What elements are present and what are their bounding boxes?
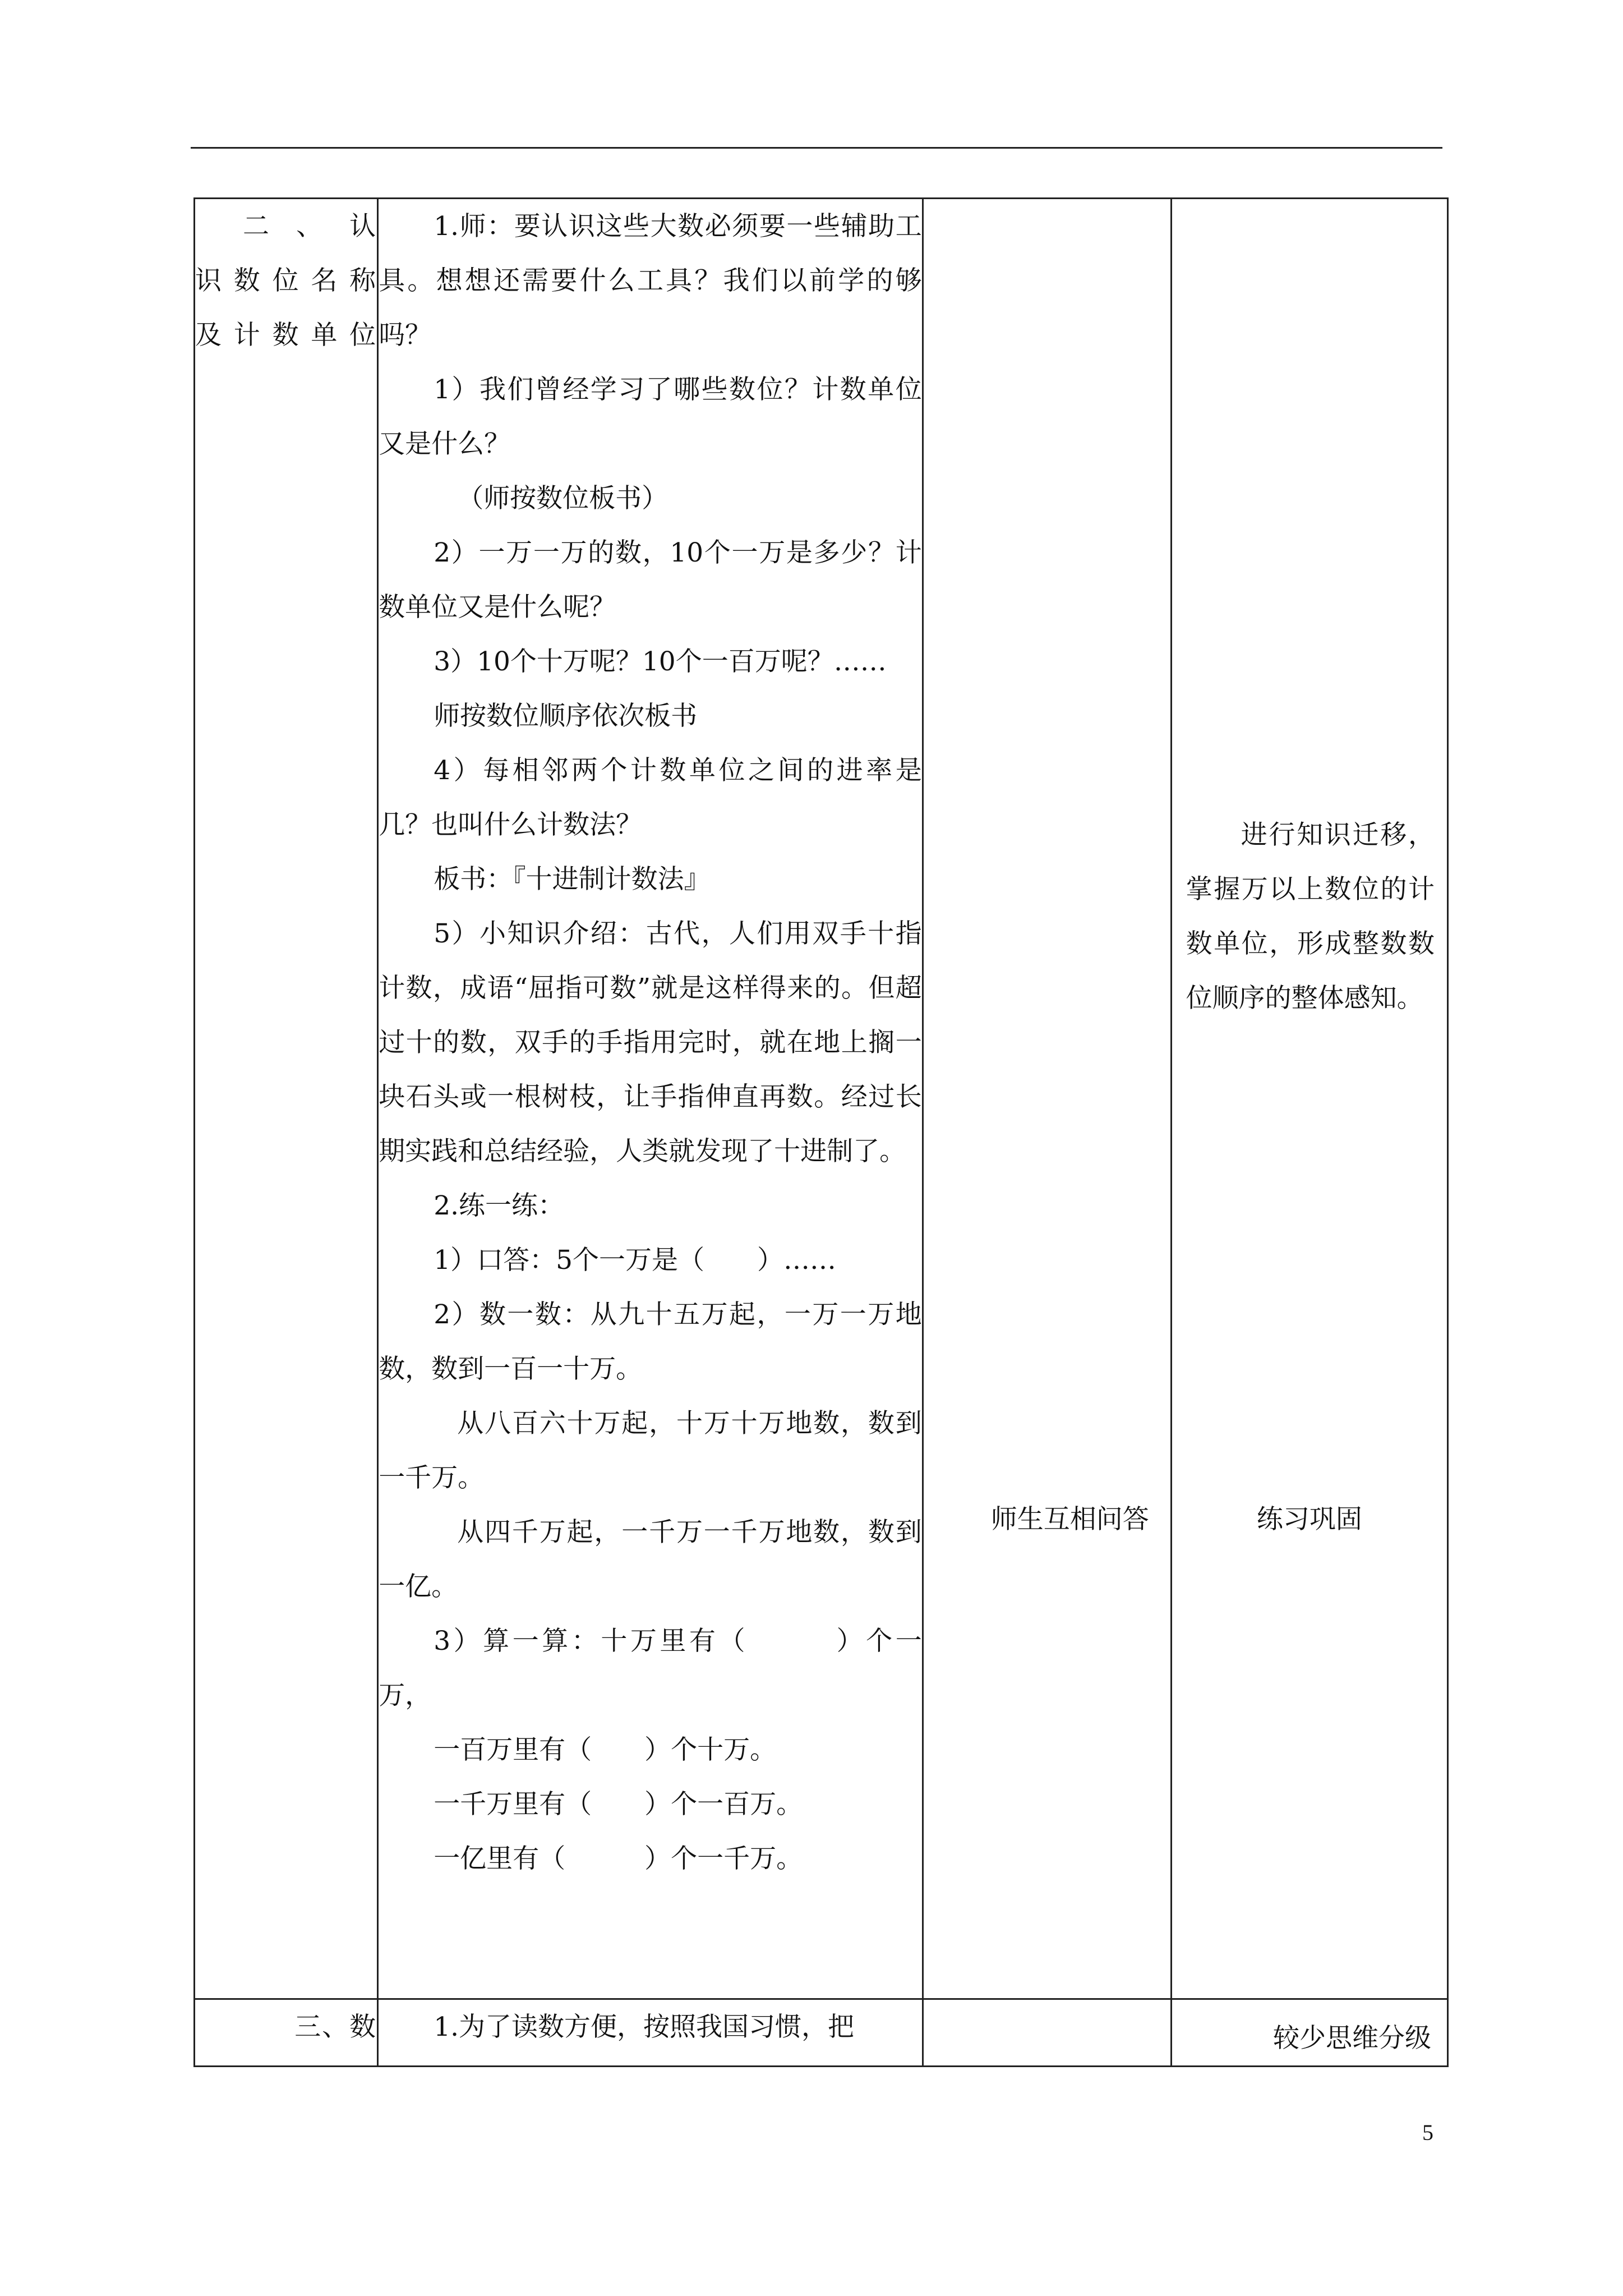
- paragraph: 3）10个十万呢？10个一百万呢？……: [434, 646, 887, 677]
- paragraph: 1）口答：5个一万是（ ）……: [434, 1245, 836, 1276]
- table-row: [195, 1999, 1448, 2067]
- paragraph: 2.练一练：: [434, 1190, 565, 1221]
- paragraph: 5）小知识介绍：古代，人们用双手十指计数，成语“屈指可数”就是这样得来的。但超过十的数，双手的手指用完时，就在地上搁一块石头或一根树枝，让手指伸直再数。经过长期实践和总结经验，人类就发现了十进制了。: [379, 918, 922, 1167]
- paragraph: 1.为了读数方便，按照我国习惯，把: [434, 2012, 855, 2042]
- paragraph: 师按数位顺序依次板书: [434, 701, 698, 731]
- section-title-line: 三、数: [294, 2012, 377, 2042]
- header-rule: [191, 147, 1442, 149]
- paragraph: 一百万里有（ ）个十万。: [434, 1734, 777, 1765]
- section-title-line: 二、认: [243, 211, 377, 242]
- paragraph: 从四千万起，一千万一千万地数，数到一亿。: [379, 1517, 922, 1602]
- student-activity-cell: [923, 1999, 1171, 2067]
- design-intent-text: 练习巩固: [1256, 1504, 1362, 1535]
- paragraph: 一亿里有（ ）个一千万。: [434, 1843, 803, 1874]
- design-intent-text: 进行知识迁移，掌握万以上数位的计数单位，形成整数数位顺序的整体感知。: [1186, 820, 1435, 1014]
- section-title-cell: [195, 1999, 378, 2067]
- paragraph: 4）每相邻两个计数单位之间的进率是几？也叫什么计数法？: [379, 755, 922, 840]
- page-number: 5: [1422, 2120, 1433, 2145]
- teaching-process-cell: [378, 199, 923, 1999]
- teaching-process-cell: [378, 1999, 923, 2067]
- lesson-plan-table: [193, 197, 1449, 2067]
- paragraph: 2）一万一万的数，10个一万是多少？计数单位又是什么呢？: [379, 537, 922, 623]
- paragraph: 一千万里有（ ）个一百万。: [434, 1789, 803, 1820]
- paragraph: 从八百六十万起，十万十万地数，数到一千万。: [379, 1408, 922, 1493]
- section-title-line: 及计数单位: [195, 320, 377, 351]
- section-title-line: 识数位名称: [195, 265, 377, 296]
- section-title-cell: [195, 199, 378, 1999]
- paragraph: 3）算一算：十万里有（ ）个一万，: [379, 1626, 922, 1711]
- table-row: [195, 199, 1448, 1999]
- design-intent-cell: [1171, 199, 1447, 1999]
- paragraph: （师按数位板书）: [457, 483, 668, 514]
- design-intent-cell: [1171, 1999, 1447, 2067]
- student-activity-text: 师生互相问答: [990, 1504, 1149, 1535]
- design-intent-text: 较少思维分级: [1273, 2023, 1431, 2054]
- paragraph: 板书：『十进制计数法』: [434, 864, 711, 895]
- paragraph: 1）我们曾经学习了哪些数位？计数单位又是什么？: [379, 374, 922, 459]
- student-activity-cell: [923, 199, 1171, 1999]
- paragraph: 2）数一数：从九十五万起，一万一万地数，数到一百一十万。: [379, 1299, 922, 1384]
- paragraph: 1.师：要认识这些大数必须要一些辅助工具。想想还需要什么工具？我们以前学的够吗？: [379, 211, 922, 351]
